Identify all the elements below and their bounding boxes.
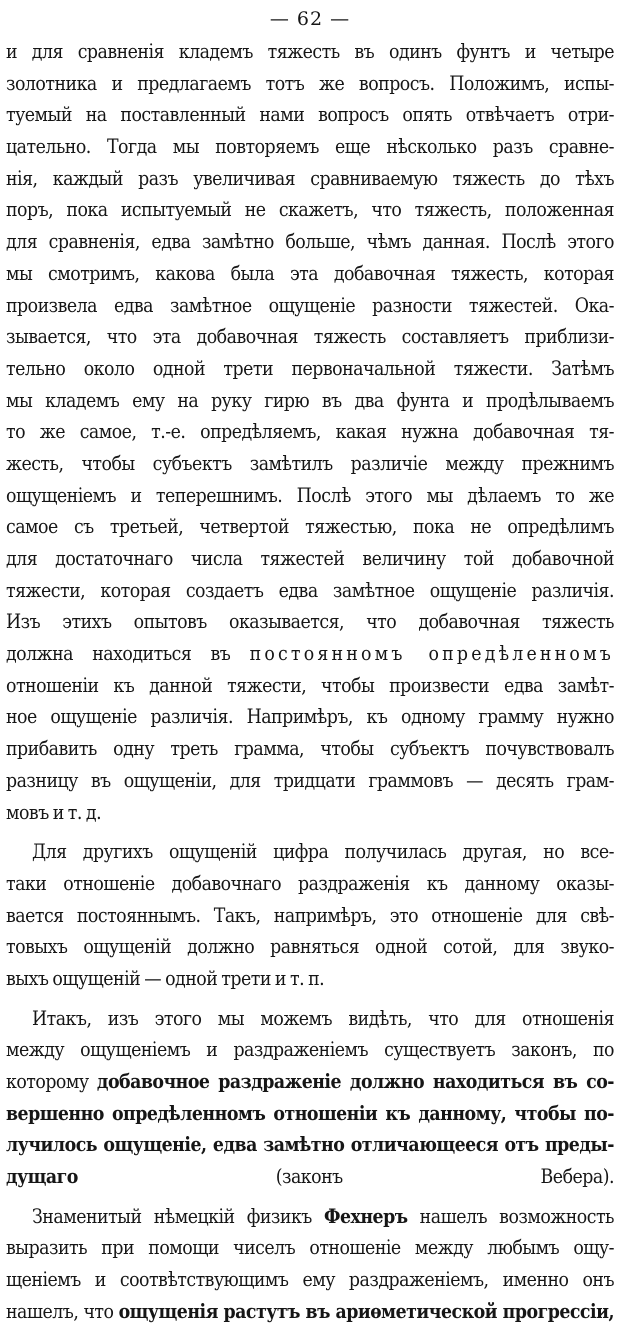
bold-text: добавочное раздраженіе должно находиться въ со- (96, 1070, 614, 1093)
text-line (6, 1003, 614, 1035)
text-line (6, 1129, 614, 1161)
text-line (6, 290, 614, 322)
text-segment: для достаточнаго числа тяжестей величину той добавочной (6, 547, 614, 570)
text-segment: товыхъ ощущеній должно равняться одной сотой, для звуко- (6, 935, 614, 959)
text-line (6, 575, 614, 607)
text-line (6, 258, 614, 290)
text-line (6, 733, 614, 765)
text-segment: прибавить одну треть грамма, чтобы субъектъ почувствовалъ (6, 737, 614, 761)
text-line (6, 385, 614, 417)
text-line (6, 353, 614, 385)
text-line (6, 99, 614, 131)
text-line (6, 163, 614, 195)
text-segment: мы смотримъ, какова была эта добавочная тяжесть, которая (6, 261, 614, 285)
text-segment: цательно. Тогда мы повторяемъ еще нѣсколько разъ сравне- (6, 135, 614, 159)
text-line (6, 638, 614, 670)
text-segment: мовъ и т. д. (6, 800, 102, 824)
text-line (6, 480, 614, 512)
text-segment: отношеніи къ данной тяжести, чтобы произвести едва замѣт- (6, 673, 614, 697)
text-segment: (законъ Вебера). (77, 1165, 614, 1189)
text-segment: выразить при помощи чиселъ отношеніе между любымъ ощу- (6, 1236, 614, 1260)
text-segment: должна находиться въ (6, 642, 250, 666)
text-line (6, 1034, 614, 1066)
text-segment: жесть, чтобы субъектъ замѣтилъ различіе между прежнимъ (6, 451, 614, 475)
text-segment: нія, каждый разъ увеличивая сравниваемую тяжесть до тѣхъ (6, 166, 614, 190)
text-segment: для сравненія, едва замѣтно больше, чѣмъ данная. Послѣ этого (6, 230, 614, 254)
text-segment: Итакъ, изъ этого мы можемъ видѣть, что для отношенія (32, 1006, 614, 1030)
text-segment: тяжести, которая создаетъ едва замѣтное ощущеніе различія. (6, 578, 614, 602)
text-segment: то же самое, т.-е. опредѣляемъ, какая нужна добавочная тя- (6, 420, 614, 444)
text-line (6, 868, 614, 900)
paragraph (6, 836, 614, 994)
text-line (6, 36, 614, 68)
text-line (6, 194, 614, 226)
text-segment: щеніемъ и соотвѣтствующимъ ему раздраженіемъ, именно онъ (6, 1268, 614, 1292)
text-segment: таки отношеніе добавочнаго раздраженія къ данному оказы- (6, 871, 614, 895)
text-body (6, 36, 614, 1328)
paragraph (6, 36, 614, 828)
bold-text: лучилось ощущеніе, едва замѣтно отличающееся отъ преды- (6, 1133, 614, 1157)
text-line (6, 1296, 614, 1328)
text-segment: вается постояннымъ. Такъ, напримѣръ, это отношеніе для свѣ- (6, 903, 614, 927)
text-line (6, 226, 614, 258)
text-segment: нашелъ, что (6, 1299, 119, 1323)
text-line (6, 416, 614, 448)
bold-text: дущаго (6, 1165, 78, 1189)
bold-text: ощущенія растутъ въ ариѳметической прогрессіи, (118, 1299, 614, 1323)
paragraph (6, 1003, 614, 1193)
text-line (6, 765, 614, 797)
bold-text: вершенно опредѣленномъ отношеніи къ данному, чтобы по- (6, 1101, 614, 1125)
spaced-text: постоянномъ опредѣленномъ (249, 642, 614, 666)
text-segment: золотника и предлагаемъ тотъ же вопросъ. Положимъ, испы- (6, 71, 614, 95)
text-line (6, 131, 614, 163)
text-line (6, 963, 614, 995)
text-segment: ощущеніемъ и теперешнимъ. Послѣ этого мы дѣлаемъ то же (6, 483, 614, 507)
text-segment: выхъ ощущеній — одной трети и т. п. (6, 966, 325, 990)
text-segment: Изъ этихъ опытовъ оказывается, что добавочная тяжесть (6, 610, 614, 634)
text-segment: самое съ третьей, четвертой тяжестью, пока не опредѣлимъ (6, 515, 614, 539)
text-segment: Для другихъ ощущеній цифра получилась другая, но все- (32, 840, 614, 864)
text-line (6, 321, 614, 353)
text-line (6, 68, 614, 100)
text-segment: зывается, что эта добавочная тяжесть составляетъ приблизи- (6, 325, 614, 349)
text-segment: произвела едва замѣтное ощущеніе разности тяжестей. Ока- (6, 293, 614, 317)
text-segment: ное ощущеніе различія. Напримѣръ, къ одному грамму нужно (6, 705, 614, 729)
text-segment: и для сравненія кладемъ тяжесть въ одинъ фунтъ и четыре (6, 40, 614, 63)
text-segment: поръ, пока испытуемый не скажетъ, что тяжесть, положенная (6, 198, 614, 222)
text-line (6, 1098, 614, 1130)
text-line (6, 511, 614, 543)
text-segment: между ощущеніемъ и раздраженіемъ существуетъ законъ, по (6, 1038, 614, 1062)
page-number: — 62 — (269, 8, 351, 30)
text-line (6, 1201, 614, 1233)
bold-text: Фехнеръ (324, 1204, 408, 1228)
text-line (6, 606, 614, 638)
text-segment: которому (6, 1070, 97, 1093)
text-line (6, 1161, 614, 1193)
text-line (6, 797, 614, 829)
text-segment: Знаменитый нѣмецкій физикъ (32, 1204, 324, 1228)
text-segment: разницу въ ощущеніи, для тридцати граммовъ — десять грам- (6, 768, 614, 792)
text-segment: туемый на поставленный нами вопросъ опять отвѣчаетъ отри- (6, 103, 614, 127)
text-line (6, 543, 614, 575)
text-segment: мы кладемъ ему на руку гирю въ два фунта и продѣлываемъ (6, 388, 614, 412)
text-line (6, 1264, 614, 1296)
text-line (6, 1066, 614, 1098)
text-line (6, 701, 614, 733)
text-segment: нашелъ возможность (407, 1204, 614, 1228)
text-line (6, 931, 614, 963)
text-line (6, 836, 614, 868)
paragraph (6, 1201, 614, 1328)
text-segment: тельно около одной трети первоначальной тяжести. Затѣмъ (6, 356, 614, 380)
text-line (6, 670, 614, 702)
text-line (6, 1232, 614, 1264)
text-line (6, 900, 614, 932)
text-line (6, 448, 614, 480)
